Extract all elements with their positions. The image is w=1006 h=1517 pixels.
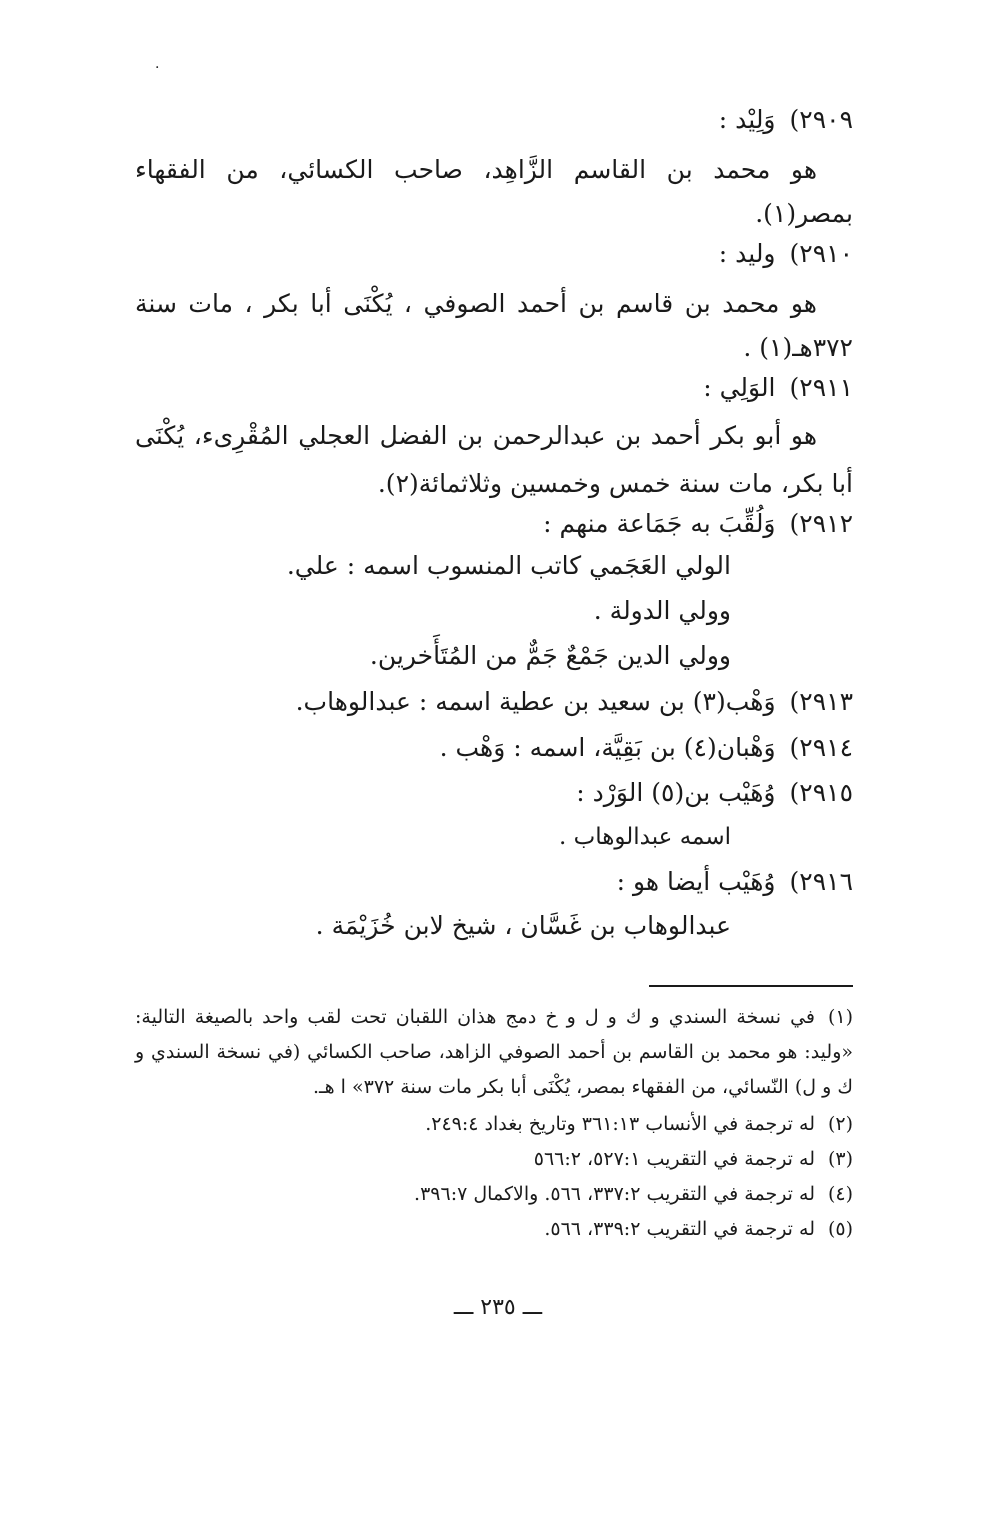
footnote <box>544 1212 853 1247</box>
footnote-text: له ترجمة في التقريب ٥٢٧:١، ٥٦٦:٢ <box>533 1148 815 1170</box>
entry-body: هو محمد بن القاسم الزَّاهِد، صاحب الكسائي، من الفقهاء بمصر(١). <box>135 155 853 228</box>
footnote-text: له ترجمة في التقريب ٣٣٧:٢، ٥٦٦. والاكمال ٣٩٦:٧. <box>414 1183 815 1205</box>
footnote-number: (١) <box>827 1006 853 1028</box>
footnote <box>414 1177 853 1212</box>
entry-title: الوَلِي : <box>703 373 776 402</box>
entry-body: هو محمد بن قاسم بن أحمد الصوفي ، يُكْنَى أبا بكر ، مات سنة ٣٧٢هـ(١) . <box>135 289 853 362</box>
entry-heading <box>719 100 853 140</box>
entry-title: وَلِيْد : <box>718 105 776 134</box>
entry-title: وَلُقِّبَ به جَمَاعة منهم : <box>543 509 776 538</box>
entry-heading <box>703 368 853 408</box>
entry-title: وُهَيْب أيضا هو : <box>616 867 776 896</box>
stray-mark: · <box>155 60 160 76</box>
footnote-text: في نسخة السندي و ك و ل و خ دمج هذان اللقبان تحت لقب واحد بالصيغة التالية: «وليد: هو محمد بن القاسم بن أحمد الصوفي الزاهد، صاحب الكسائي (في نسخة السندي و ك و ل) النّسائي، من الفقهاء بمصر، يُكْنَى أبا بكر مات سنة ٣٧٢» ا هـ. <box>135 1006 853 1098</box>
book-page <box>135 60 861 1320</box>
entry-heading <box>543 504 853 544</box>
entry-number: ٢٩١٠) <box>789 239 853 268</box>
nickname-line: وولي الدين جَمْعٌ جَمٌّ من المُتَأَخرين. <box>369 641 731 670</box>
entry-heading <box>296 682 853 722</box>
footnote-text: له ترجمة في الأنساب ٣٦١:١٣ وتاريخ بغداد ٢٤٩:٤. <box>425 1113 815 1135</box>
nickname-line: وولي الدولة . <box>593 596 731 625</box>
entry-body-line: عبدالوهاب بن غَسَّان ، شيخ لابن خُزَيْمَة . <box>315 911 731 940</box>
footnote <box>534 1142 853 1177</box>
entry-number: ٢٩١٦) <box>789 867 853 896</box>
entry-heading <box>440 728 853 768</box>
footnote-number: (٥) <box>827 1218 853 1240</box>
nickname-line: الولي العَجَمي كاتب المنسوب اسمه : علي. <box>286 551 731 580</box>
entry-heading <box>617 862 853 902</box>
entry-number: ٢٩١١) <box>789 373 853 402</box>
entry-title: وليد : <box>718 239 776 268</box>
entry-number: ٢٩١٢) <box>789 509 853 538</box>
entry-number: ٢٩٠٩) <box>789 105 853 134</box>
entry-title: وَهْب(٣) بن سعيد بن عطية اسمه : عبدالوهاب. <box>295 687 776 716</box>
entry-number: ٢٩١٣) <box>789 687 853 716</box>
footnote <box>135 1000 853 1105</box>
footnote-text: له ترجمة في التقريب ٣٣٩:٢، ٥٦٦. <box>544 1218 815 1240</box>
entry-title: وَهْبان(٤) بن بَقِيَّة، اسمه : وَهْب . <box>439 733 776 762</box>
entry-title: وُهَيْب بن(٥) الوَرْد : <box>576 778 776 807</box>
footnote-number: (٤) <box>827 1183 853 1205</box>
entry-heading <box>576 773 853 813</box>
page-number: ـــ ٢٣٥ ـــ <box>453 1295 543 1320</box>
footnote-number: (٣) <box>827 1148 853 1170</box>
entry-number: ٢٩١٤) <box>789 733 853 762</box>
footnote <box>425 1107 853 1142</box>
entry-heading <box>719 234 853 274</box>
entry-body-line: اسمه عبدالوهاب . <box>558 824 731 850</box>
entry-body: هو أبو بكر أحمد بن عبدالرحمن بن الفضل العجلي المُقْرِىء، يُكْنَى أبا بكر، مات سنة خمس وخمسين وثلاثمائة(٢). <box>135 421 853 498</box>
footnote-separator <box>649 985 853 987</box>
footnote-number: (٢) <box>827 1113 853 1135</box>
entry-number: ٢٩١٥) <box>789 778 853 807</box>
